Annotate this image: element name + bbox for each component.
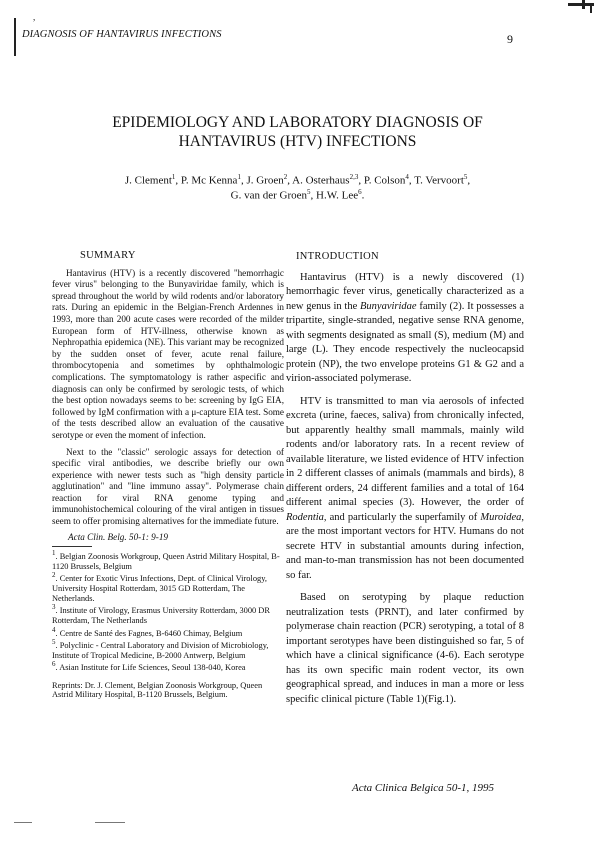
margin-bar	[14, 18, 16, 56]
introduction-paragraph-1: Hantavirus (HTV) is a newly discovered (1) hemorrhagic fever virus, genetically characterized as a new genus in the Bunyaviridae family (2). It possesses a tripartite, single-stranded, negative sense RNA genome, with segments designated as small (S), medium (M) and large (L). They encode respectively the nucleocapsid protein (NP), the two envelope proteins G1 & G2 and a virion-associated polymerase.	[286, 271, 524, 384]
footnote-6: $^6$. Asian Institute for Life Sciences, Seoul 138-040, Korea	[52, 660, 246, 673]
bottom-scan-line	[95, 822, 125, 823]
author-line-1: J. Clement$^1$, P. Mc Kenna$^1$, J. Groen$^2$, A. Osterhaus$^{2,3}$, P. Colson$^4$, T. Vervoort$^5$,	[124, 173, 471, 187]
bottom-scan-line	[14, 822, 32, 823]
summary-paragraph-1: Hantavirus (HTV) is a recently discovered "hemorrhagic fever virus" belonging to the Bunyaviridae family, which is spread throughout the world by wild rodents and/or laboratory rats. During an epidemic in the Belgian-French Ardennes in 1993, more than 200 acute cases were recorded of the milder European form of HTV-illness, otherwise known as Nephropathia epidemica (NE). This variant may be recognized by the sudden onset of fever, acute renal failure, thrombocytopenia and sometimes by ophthalmologic complications. The symptomatology is rather aspecific and diagnosis can only be confirmed by serologic tests, of which the best option nowadays seems to be: screening by IgG EIA, followed by IgM confirmation with a μ-capture EIA test. Some of the tests described allow an evaluation of the causative serotype or even the moment of infection.	[52, 267, 285, 440]
article-title-line-1: EPIDEMIOLOGY AND LABORATORY DIAGNOSIS OF	[112, 114, 483, 131]
footnote-4: $^4$. Centre de Santé des Fagnes, B-6460 Chimay, Belgium	[52, 625, 243, 638]
footnote-3: $^3$. Institute of Virology, Erasmus University Rotterdam, 3000 DR Rotterdam, The Netherlands	[52, 603, 270, 625]
author-line-2: G. van der Groen$^5$, H.W. Lee$^6$.	[230, 188, 365, 202]
summary-column	[52, 250, 284, 700]
introduction-paragraph-3: Based on serotyping by plaque reduction neutralization tests (PRNT), and later confirmed by polymerase chain reaction (PCR) serotyping, a total of 8 important serotypes have been distinguished so far, 5 of which have a clinical significance (4-6). Each serotype has its own specific main rodent vector, its own geographical spread, and induces in man a more or less specific clinical picture (Table 1)(Fig.1).	[286, 592, 524, 705]
summary-paragraph-2: Next to the "classic" serologic assays for detection of specific viral antibodies, we describe briefly our own experience with newer tests such as "high density particle agglutination" and "line immuno assay". Polymerase chain reaction for viral RNA genome typing and immunohistochemical colouring of the viral antigen in tissues seem to offer promising alternatives for the immediate future.	[52, 446, 284, 527]
page-number: 9	[507, 32, 513, 46]
summary-citation: Acta Clin. Belg. 50-1: 9-19	[68, 531, 169, 542]
journal-footer: Acta Clinica Belgica 50-1, 1995	[352, 782, 495, 794]
article-title-line-2: HANTAVIRUS (HTV) INFECTIONS	[178, 133, 417, 150]
running-title: DIAGNOSIS OF HANTAVIRUS INFECTIONS	[22, 29, 222, 40]
introduction-column	[286, 250, 524, 707]
scan-corner-mark	[560, 0, 595, 14]
introduction-heading: INTRODUCTION	[296, 251, 379, 262]
footnote-2: $^2$. Center for Exotic Virus Infections, Dept. of Clinical Virology, University Hospital Rotterdam, 3015 GD Rotterdam, The Netherlands.	[52, 571, 267, 603]
footnote-5: $^5$. Polyclinic - Central Laboratory and Division of Microbiology, Institute of Tropical Medicine, B-2000 Antwerp, Belgium	[52, 638, 269, 660]
summary-heading: SUMMARY	[80, 250, 136, 261]
footnote-rule	[52, 546, 92, 547]
footnote-1: $^1$. Belgian Zoonosis Workgroup, Queen Astrid Military Hospital, B-1120 Brussels, Belgium	[52, 549, 280, 571]
scan-mark: ,	[33, 12, 36, 22]
introduction-paragraph-2: HTV is transmitted to man via aerosols of infected excreta (urine, faeces, saliva) from chronically infected, but apparently healthy small mammals, mainly wild rodents and/or laboratory rats. In a recent review of available literature, we listed evidence of HTV infection in 2 different classes of animals (mammals and birds), 8 different orders, 24 different families and a total of 164 different animal species (3). However, the order of Rodentia, and particularly the superfamily of Muroidea, are the most important vectors for HTV. Humans do not secrete HTV in substantial amounts during infection, and man-to-man transmission has not been documented so far.	[286, 395, 524, 581]
reprints-address: Reprints: Dr. J. Clement, Belgian Zoonosis Workgroup, Queen Astrid Military Hospital, B-1120 Brussels, Belgium.	[52, 680, 263, 700]
